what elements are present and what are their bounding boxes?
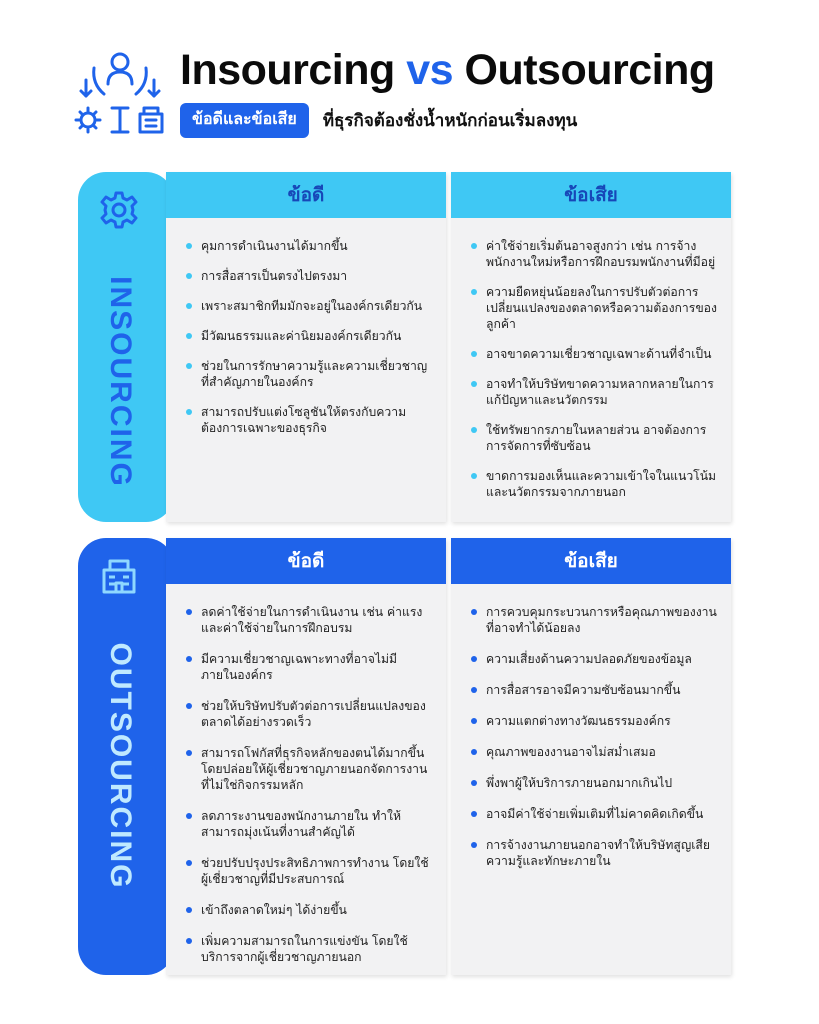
- pros-cons-badge: ข้อดีและข้อเสีย: [180, 103, 309, 138]
- insourcing-pros-header: ข้อดี: [166, 172, 446, 218]
- outsourcing-pros-header: ข้อดี: [166, 538, 446, 584]
- list-item: ความยืดหยุ่นน้อยลงในการปรับตัวต่อการเปลี่ยนแปลงของตลาดหรือความต้องการของลูกค้า: [471, 284, 717, 332]
- insourcing-pros-list: [166, 218, 446, 436]
- subtitle-row: [180, 103, 577, 138]
- outsourcing-pros-column: [166, 538, 446, 975]
- list-item: การสื่อสารอาจมีความซับซ้อนมากขึ้น: [471, 682, 717, 698]
- outsourcing-side-panel: [78, 538, 174, 975]
- outsourcing-cons-header: ข้อเสีย: [451, 538, 731, 584]
- list-item: อาจทำให้บริษัทขาดความหลากหลายในการแก้ปัญหาและนวัตกรรม: [471, 376, 717, 408]
- list-item: การสื่อสารเป็นตรงไปตรงมา: [186, 268, 432, 284]
- list-item: เข้าถึงตลาดใหม่ๆ ได้ง่ายขึ้น: [186, 902, 432, 918]
- list-item: มีวัฒนธรรมและค่านิยมองค์กรเดียวกัน: [186, 328, 432, 344]
- insourcing-cons-header: ข้อเสีย: [451, 172, 731, 218]
- outsourcing-pros-list: [166, 584, 446, 965]
- outsourcing-cons-column: [451, 538, 731, 975]
- outsourcing-label: OUTSOURCING: [104, 642, 137, 890]
- list-item: ช่วยปรับปรุงประสิทธิภาพการทำงาน โดยใช้ผู้เชี่ยวชาญที่มีประสบการณ์: [186, 855, 432, 887]
- list-item: สามารถปรับแต่งโซลูชันให้ตรงกับความต้องการเฉพาะของธุรกิจ: [186, 404, 432, 436]
- list-item: คุณภาพของงานอาจไม่สม่ำเสมอ: [471, 744, 717, 760]
- page-subtitle: ที่ธุรกิจต้องชั่งน้ำหนักก่อนเริ่มลงทุน: [322, 111, 578, 131]
- list-item: พึ่งพาผู้ให้บริการภายนอกมากเกินไป: [471, 775, 717, 791]
- list-item: เพราะสมาชิกทีมมักจะอยู่ในองค์กรเดียวกัน: [186, 298, 432, 314]
- list-item: ค่าใช้จ่ายเริ่มต้นอาจสูงกว่า เช่น การจ้างพนักงานใหม่หรือการฝึกอบรมพนักงานที่มีอยู่: [471, 238, 717, 270]
- people-gear-building-icon: [72, 50, 168, 142]
- list-item: ช่วยให้บริษัทปรับตัวต่อการเปลี่ยนแปลงของตลาดได้อย่างรวดเร็ว: [186, 698, 432, 730]
- list-item: อาจมีค่าใช้จ่ายเพิ่มเติมที่ไม่คาดคิดเกิดขึ้น: [471, 806, 717, 822]
- list-item: มีความเชี่ยวชาญเฉพาะทางที่อาจไม่มีภายในองค์กร: [186, 651, 432, 683]
- list-item: สามารถโฟกัสที่ธุรกิจหลักของตนได้มากขึ้น โดยปล่อยให้ผู้เชี่ยวชาญภายนอกจัดการงานที่ไม่ใช่กิจกรรมหลัก: [186, 745, 432, 793]
- list-item: เพิ่มความสามารถในการแข่งขัน โดยใช้บริการจากผู้เชี่ยวชาญภายนอก: [186, 933, 432, 965]
- outsourcing-cons-list: [451, 584, 731, 869]
- insourcing-cons-column: [451, 172, 731, 522]
- list-item: ขาดการมองเห็นและความเข้าใจในแนวโน้มและนวัตกรรมจากภายนอก: [471, 468, 717, 500]
- list-item: การจ้างงานภายนอกอาจทำให้บริษัทสูญเสียความรู้และทักษะภายใน: [471, 837, 717, 869]
- insourcing-pros-column: [166, 172, 446, 522]
- title-vs: vs: [406, 46, 454, 94]
- page-title: Insourcing vs Outsourcing: [180, 46, 715, 94]
- list-item: ความแตกต่างทางวัฒนธรรมองค์กร: [471, 713, 717, 729]
- list-item: อาจขาดความเชี่ยวชาญเฉพาะด้านที่จำเป็น: [471, 346, 717, 362]
- insourcing-side-panel: [78, 172, 174, 522]
- list-item: ความเสี่ยงด้านความปลอดภัยของข้อมูล: [471, 651, 717, 667]
- insourcing-section: [78, 172, 734, 522]
- list-item: ลดค่าใช้จ่ายในการดำเนินงาน เช่น ค่าแรงและค่าใช้จ่ายในการฝึกอบรม: [186, 604, 432, 636]
- list-item: ช่วยในการรักษาความรู้และความเชี่ยวชาญที่สำคัญภายในองค์กร: [186, 358, 432, 390]
- gear-icon: [99, 190, 139, 230]
- insourcing-label: INSOURCING: [104, 276, 137, 488]
- list-item: การควบคุมกระบวนการหรือคุณภาพของงานที่อาจทำได้น้อยลง: [471, 604, 717, 636]
- list-item: ลดภาระงานของพนักงานภายใน ทำให้สามารถมุ่งเน้นที่งานสำคัญได้: [186, 808, 432, 840]
- insourcing-cons-list: [451, 218, 731, 500]
- list-item: คุมการดำเนินงานได้มากขึ้น: [186, 238, 432, 254]
- outsourcing-section: [78, 538, 734, 975]
- building-icon: [99, 556, 139, 596]
- list-item: ใช้ทรัพยากรภายในหลายส่วน อาจต้องการการจัดการที่ซับซ้อน: [471, 422, 717, 454]
